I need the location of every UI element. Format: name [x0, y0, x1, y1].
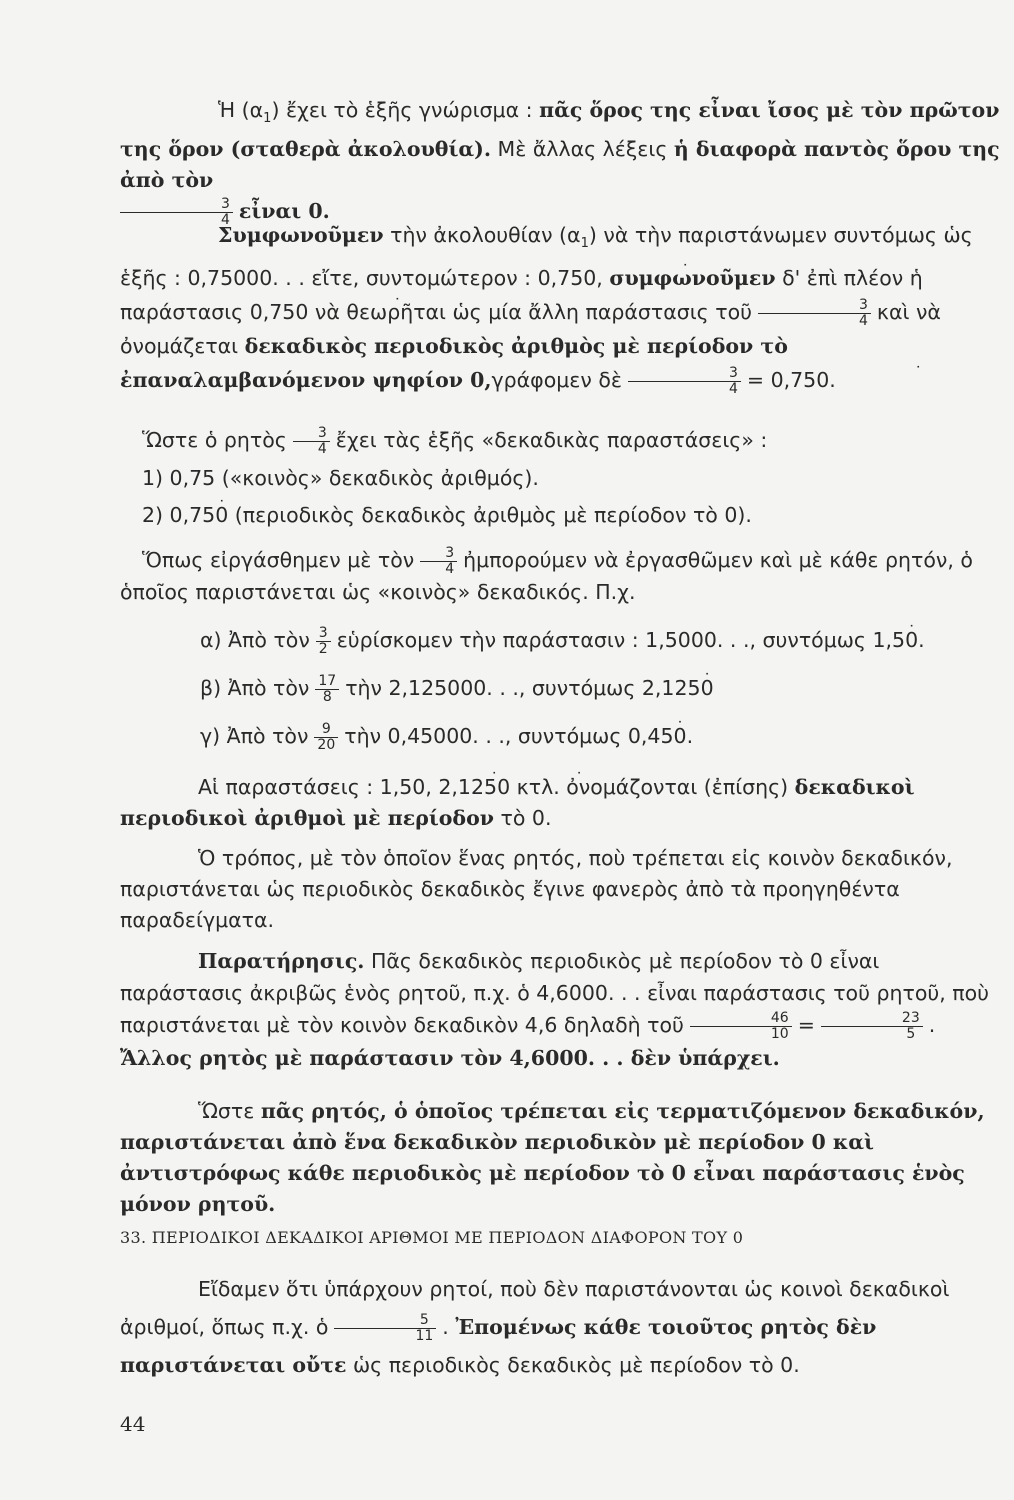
fraction-5-11: $\frac{5}{11}$: [334, 1313, 436, 1344]
text: τὴν ἀκολουθίαν (α: [383, 223, 581, 247]
paragraph-examples-intro: [120, 545, 1000, 608]
text: Ὅπως εἰργάσθημεν μὲ τὸν: [142, 548, 415, 572]
paragraph-sequence-a1: [120, 95, 1000, 228]
page-number: 44: [120, 1412, 146, 1436]
example-c: γ) Ἀπὸ τὸν $\frac{9}{20}$ τὴν 0,45000. . ., συντόμως 0,450 ˙.: [200, 721, 1000, 753]
paragraph-notation: [120, 218, 1000, 397]
fraction-3-4: $\frac{3}{4}$: [420, 546, 457, 577]
repeating-digit: 0 ˙: [295, 300, 308, 324]
text: ) νὰ τὴν παριστάνωμεν συντόμως ὡς ἑξῆς : 0,75000. . . εἴτε, συντομώτερον : 0,75: [120, 223, 973, 291]
fraction-3-4: $\frac{3}{4}$: [293, 426, 330, 457]
paragraph-method: Ὁ τρόπος, μὲ τὸν ὁποῖον ἕνας ρητός, ποὺ τρέπεται εἰς κοινὸν δεκαδικόν, παριστάνεται ὡς περιοδικὸς δεκαδικὸς ἔγινε φανερὸς ἀπὸ τὰ προηγηθέντα παραδείγματα.: [120, 846, 953, 932]
text: Ὥστε ὁ ρητὸς: [142, 428, 287, 452]
text: .: [829, 368, 836, 393]
bold-text: δεκαδικὸς περιοδικὸς ἀριθμὸς μὲ περίοδον τὸ ἐπαναλαμβανόμενον ψηφίον 0,: [120, 334, 788, 393]
bold-text: πᾶς ὅρος της εἶναι ἴσος μὲ τὸν πρῶτον της ὅρον (σταθερὰ ἀκολουθία).: [120, 98, 1000, 162]
list-item-2: 2) 0,750 ˙ (περιοδικὸς δεκαδικὸς ἀριθμὸς μὲ περίοδον τὸ 0).: [120, 500, 1000, 531]
bold-text: εἶναι 0.: [238, 199, 330, 224]
text: γράφομεν δὲ: [491, 368, 622, 393]
text: δ' ἐπὶ πλέον ἡ παράστασις 0,75: [120, 266, 923, 325]
fraction-23-5: $\frac{23}{5}$: [821, 1011, 923, 1042]
example-a: α) Ἀπὸ τὸν $\frac{3}{2}$ εὑρίσκομεν τὴν παράστασιν : 1,5000. . ., συντόμως 1,50 ˙.: [200, 625, 1000, 657]
paragraph-representations: [120, 425, 1000, 531]
fraction-3-2: $\frac{3}{2}$: [316, 626, 331, 657]
subscript: 1: [263, 111, 272, 127]
subscript: 1: [580, 236, 589, 252]
paragraph-remark: Παρατήρησις. Πᾶς δεκαδικὸς περιοδικὸς μὲ περίοδον τὸ 0 εἶναι παράστασις ἀκριβῶς ἑνὸς ρητοῦ, π.χ. ὁ 4,6000. . . εἶναι παράστασις τοῦ ρητοῦ, ποὺ παριστάνεται μὲ τὸν κοινὸν δεκαδικὸν 4,6 δηλαδὴ τοῦ $\frac{46}{10}$ = $\frac{23}{5}$ . Ἄλλος ρητὸς μὲ παράστασιν τὸν 4,6000. . . δὲν ὑπάρχει.: [120, 949, 990, 1070]
bold-text: συμφωνοῦμεν: [609, 266, 776, 291]
text: Ἡ (α: [218, 98, 264, 122]
text: καὶ νὰ ὀνομάζεται: [120, 300, 941, 359]
paragraph-named: Αἱ παραστάσεις : 1,50 ˙, 2,1250 ˙ κτλ. ὀνομάζονται (ἐπίσης) δεκαδικοὶ περιοδικοὶ ἀριθμοὶ μὲ περίοδον τὸ 0.: [120, 772, 1000, 834]
list-item-1: 1) 0,75 («κοινὸς» δεκαδικὸς ἀριθμός).: [142, 465, 539, 490]
text: ἠμπορούμεν νὰ ἐργασθῶμεν καὶ μὲ κάθε ρητόν, ὁ ὁποῖος παριστάνεται ὡς «κοινὸς» δεκαδικός. Π.χ.: [120, 548, 973, 604]
repeating-digit: 0 ˙: [816, 368, 829, 392]
bold-text: ἡ διαφορὰ παντὸς ὅρου της ἀπὸ τὸν: [120, 137, 1000, 193]
repeating-digit: 0 ˙: [583, 266, 596, 290]
paragraph-section-33: Εἴδαμεν ὅτι ὑπάρχουν ρητοί, ποὺ δὲν παριστάνονται ὡς κοινοὶ δεκαδικοὶ ἀριθμοί, ὅπως π.χ. ὁ $\frac{5}{11}$ . Ἐπομένως κάθε τοιοῦτος ρητὸς δὲν παριστάνεται οὔτε ὡς περιοδικὸς δεκαδικὸς μὲ περίοδον τὸ 0.: [120, 1277, 950, 1377]
text: ἔχει τὰς ἑξῆς «δεκαδικὰς παραστάσεις» :: [335, 428, 768, 452]
text: ) ἔχει τὸ ἑξῆς γνώρισμα :: [271, 98, 540, 122]
fraction-3-4: $\frac{3}{4}$: [758, 298, 871, 329]
paragraph-conclusion: Ὥστε πᾶς ρητός, ὁ ὁποῖος τρέπεται εἰς τερματιζόμενον δεκαδικόν, παριστάνεται ἀπὸ ἕνα δεκαδικὸν περιοδικὸν μὲ περίοδον 0 καὶ ἀντιστρόφως κάθε περιοδικὸς μὲ περίοδον τὸ 0 εἶναι παράστασις ἑνὸς μόνον ρητοῦ.: [120, 1099, 985, 1216]
text: Μὲ ἄλλας λέξεις: [491, 137, 674, 162]
fraction-9-20: $\frac{9}{20}$: [314, 722, 338, 753]
fraction-17-8: $\frac{17}{8}$: [315, 674, 339, 705]
text: νὰ θεωρῆται ὡς μία ἄλλη παράστασις τοῦ: [308, 300, 752, 325]
example-b: β) Ἀπὸ τὸν $\frac{17}{8}$ τὴν 2,125000. . ., συντόμως 2,1250 ˙: [200, 673, 1000, 705]
fraction-46-10: $\frac{46}{10}$: [690, 1011, 792, 1042]
text: ,: [596, 266, 610, 291]
fraction-3-4: $\frac{3}{4}$: [628, 366, 741, 397]
bold-text: Συμφωνοῦμεν: [218, 223, 384, 247]
text: = 0,75: [746, 368, 817, 393]
fraction-3-4: $\frac{3}{4}$: [120, 197, 233, 228]
section-heading: 33. ΠΕΡΙΟΔΙΚΟΙ ΔΕΚΑΔΙΚΟΙ ΑΡΙΘΜΟΙ ΜΕ ΠΕΡΙΟΔΟΝ ΔΙΑΦΟΡΟΝ ΤΟΥ 0: [120, 1228, 744, 1247]
